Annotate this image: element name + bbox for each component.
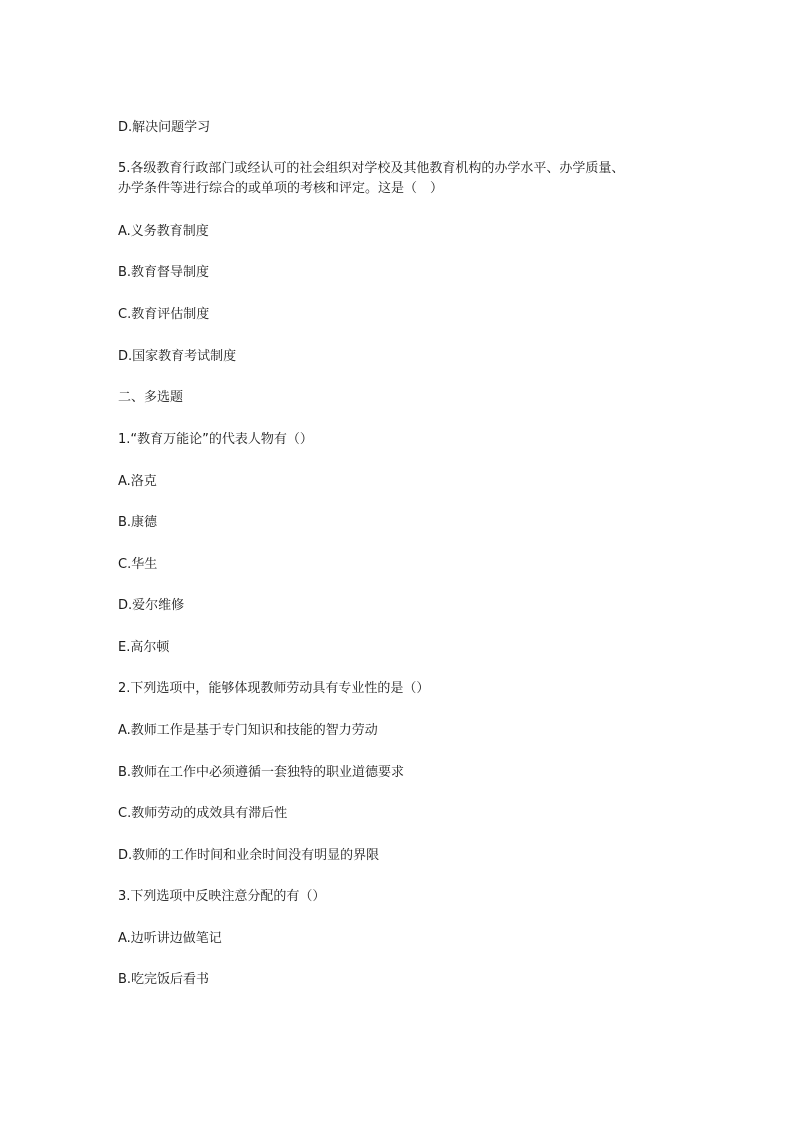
- option-text: B.康德: [118, 515, 158, 530]
- question-text: 3.下列选项中反映注意分配的有（）: [118, 889, 326, 904]
- option-text: C.华生: [118, 557, 158, 572]
- option-text: B.吃完饭后看书: [118, 972, 210, 987]
- option-text: A.洛克: [118, 474, 157, 489]
- option-text: A.义务教育制度: [118, 224, 209, 239]
- option-text: C.教师劳动的成效具有滞后性: [118, 806, 288, 821]
- option-text: A.教师工作是基于专门知识和技能的智力劳动: [118, 723, 378, 738]
- option-text: B.教师在工作中必须遵循一套独特的职业道德要求: [118, 765, 405, 780]
- option-text: D.解决问题学习: [118, 120, 211, 135]
- option-text: E.高尔顿: [118, 640, 170, 655]
- option-text: C.教育评估制度: [118, 307, 210, 322]
- option-text: D.爱尔维修: [118, 598, 185, 613]
- option-text: B.教育督导制度: [118, 265, 210, 280]
- option-text: D.教师的工作时间和业余时间没有明显的界限: [118, 848, 380, 863]
- question-text: [118, 159, 678, 199]
- question-text: 1.“教育万能论”的代表人物有（）: [118, 432, 313, 447]
- question-line: 5.各级教育行政部门或经认可的社会组织对学校及其他教育机构的办学水平、办学质量、: [118, 161, 625, 176]
- option-text: A.边听讲边做笔记: [118, 931, 222, 946]
- option-text: D.国家教育考试制度: [118, 349, 237, 364]
- question-line: 办学条件等进行综合的或单项的考核和评定。这是（ ）: [118, 181, 444, 196]
- question-text: 2.下列选项中，能够体现教师劳动具有专业性的是（）: [118, 681, 430, 696]
- section-heading: 二、多选题: [118, 390, 184, 405]
